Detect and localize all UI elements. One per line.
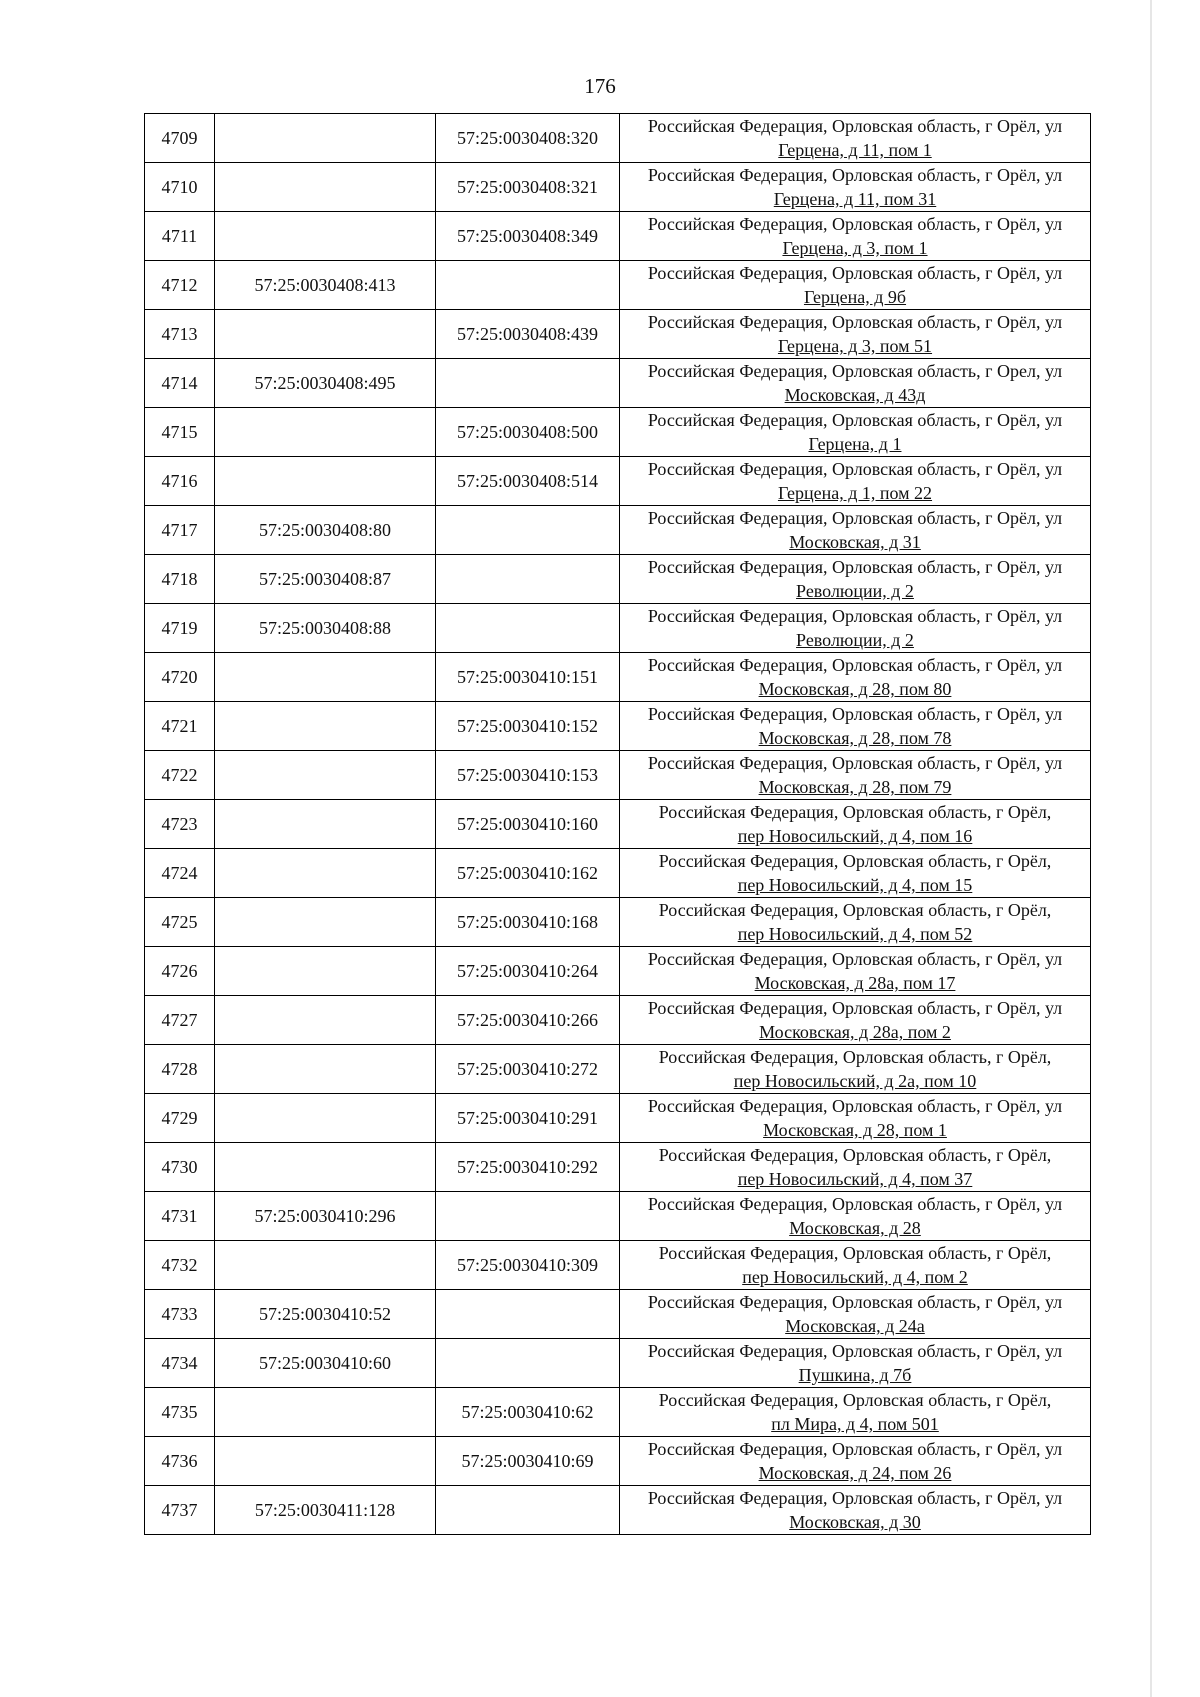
address-line-1: Российская Федерация, Орловская область, г Орёл, ул	[647, 116, 1063, 136]
address-cell	[620, 898, 1091, 947]
row-number-cell: 4718	[145, 555, 215, 604]
address-line-2: пер Новосильский, д 4, пом 37	[737, 1169, 973, 1189]
table-row	[145, 1437, 1091, 1486]
premises-cadastral-number-cell: 57:25:0030410:264	[436, 947, 620, 996]
address-line-2: пер Новосильский, д 4, пом 2	[742, 1267, 968, 1287]
table-row	[145, 1094, 1091, 1143]
address-line-1: Российская Федерация, Орловская область, г Орёл, ул	[647, 557, 1063, 577]
address-line-2: Московская, д 28	[789, 1218, 921, 1238]
address-line-2: Революции, д 2	[796, 630, 914, 650]
premises-cadastral-number-cell: 57:25:0030410:162	[436, 849, 620, 898]
address-cell	[620, 408, 1091, 457]
premises-cadastral-number-cell	[436, 1290, 620, 1339]
cadastral-number-cell: 57:25:0030410:52	[215, 1290, 436, 1339]
table-row	[145, 996, 1091, 1045]
cadastral-number-cell	[215, 1143, 436, 1192]
address-line-2: Герцена, д 3, пом 1	[782, 238, 928, 258]
table-row	[145, 457, 1091, 506]
table-row	[145, 1486, 1091, 1535]
row-number-cell: 4733	[145, 1290, 215, 1339]
address-cell	[620, 1192, 1091, 1241]
address-line-2: Революции, д 2	[796, 581, 914, 601]
cadastral-number-cell	[215, 996, 436, 1045]
premises-cadastral-number-cell: 57:25:0030410:151	[436, 653, 620, 702]
row-number-cell: 4719	[145, 604, 215, 653]
premises-cadastral-number-cell: 57:25:0030410:69	[436, 1437, 620, 1486]
table-row	[145, 1388, 1091, 1437]
address-cell	[620, 996, 1091, 1045]
address-line-1: Российская Федерация, Орловская область, г Орёл, ул	[647, 655, 1063, 675]
row-number-cell: 4710	[145, 163, 215, 212]
premises-cadastral-number-cell	[436, 359, 620, 408]
address-cell	[620, 359, 1091, 408]
table-row	[145, 359, 1091, 408]
cadastral-number-cell	[215, 1241, 436, 1290]
address-cell	[620, 1143, 1091, 1192]
premises-cadastral-number-cell: 57:25:0030408:349	[436, 212, 620, 261]
table-row	[145, 114, 1091, 163]
premises-cadastral-number-cell	[436, 555, 620, 604]
row-number-cell: 4715	[145, 408, 215, 457]
table-row	[145, 1045, 1091, 1094]
page-edge-shadow	[1150, 0, 1152, 1697]
address-line-1: Российская Федерация, Орловская область, г Орёл, ул	[647, 1194, 1063, 1214]
address-line-2: пер Новосильский, д 4, пом 15	[737, 875, 973, 895]
address-line-1: Российская Федерация, Орловская область, г Орёл, ул	[647, 998, 1063, 1018]
table-row	[145, 1339, 1091, 1388]
address-cell	[620, 163, 1091, 212]
address-line-1: Российская Федерация, Орловская область, г Орёл,	[658, 1390, 1052, 1410]
row-number-cell: 4737	[145, 1486, 215, 1535]
row-number-cell: 4729	[145, 1094, 215, 1143]
cadastral-number-cell	[215, 163, 436, 212]
address-cell	[620, 1094, 1091, 1143]
premises-cadastral-number-cell	[436, 506, 620, 555]
address-line-1: Российская Федерация, Орловская область, г Орёл, ул	[647, 753, 1063, 773]
address-line-2: Герцена, д 1, пом 22	[777, 483, 933, 503]
address-line-1: Российская Федерация, Орловская область, г Орёл, ул	[647, 263, 1063, 283]
cadastral-number-cell	[215, 1388, 436, 1437]
address-line-2: Московская, д 28а, пом 17	[754, 973, 956, 993]
address-line-2: Герцена, д 3, пом 51	[777, 336, 933, 356]
address-line-1: Российская Федерация, Орловская область, г Орёл, ул	[647, 1488, 1063, 1508]
cadastral-number-cell	[215, 849, 436, 898]
premises-cadastral-number-cell: 57:25:0030410:160	[436, 800, 620, 849]
row-number-cell: 4711	[145, 212, 215, 261]
row-number-cell: 4736	[145, 1437, 215, 1486]
premises-cadastral-number-cell: 57:25:0030410:266	[436, 996, 620, 1045]
address-line-1: Российская Федерация, Орловская область, г Орёл, ул	[647, 606, 1063, 626]
address-line-1: Российская Федерация, Орловская область, г Орёл, ул	[647, 949, 1063, 969]
address-cell	[620, 849, 1091, 898]
row-number-cell: 4712	[145, 261, 215, 310]
premises-cadastral-number-cell: 57:25:0030408:439	[436, 310, 620, 359]
row-number-cell: 4725	[145, 898, 215, 947]
address-cell	[620, 212, 1091, 261]
address-line-1: Российская Федерация, Орловская область, г Орёл, ул	[647, 459, 1063, 479]
cadastral-number-cell	[215, 1437, 436, 1486]
cadastral-number-cell	[215, 702, 436, 751]
address-line-2: Пушкина, д 7б	[798, 1365, 912, 1385]
premises-cadastral-number-cell	[436, 1192, 620, 1241]
address-cell	[620, 261, 1091, 310]
row-number-cell: 4735	[145, 1388, 215, 1437]
address-line-2: пер Новосильский, д 2а, пом 10	[733, 1071, 977, 1091]
premises-cadastral-number-cell: 57:25:0030410:168	[436, 898, 620, 947]
table-row	[145, 261, 1091, 310]
address-line-2: Московская, д 43д	[784, 385, 926, 405]
premises-cadastral-number-cell	[436, 1339, 620, 1388]
address-cell	[620, 751, 1091, 800]
address-line-2: Герцена, д 9б	[803, 287, 907, 307]
premises-cadastral-number-cell: 57:25:0030408:321	[436, 163, 620, 212]
address-line-2: Московская, д 28, пом 79	[758, 777, 952, 797]
table-row	[145, 702, 1091, 751]
address-line-2: Московская, д 31	[789, 532, 921, 552]
address-line-2: Московская, д 28а, пом 2	[759, 1022, 951, 1042]
table-row	[145, 163, 1091, 212]
row-number-cell: 4713	[145, 310, 215, 359]
premises-cadastral-number-cell: 57:25:0030410:291	[436, 1094, 620, 1143]
address-cell	[620, 457, 1091, 506]
table-row	[145, 408, 1091, 457]
row-number-cell: 4726	[145, 947, 215, 996]
row-number-cell: 4720	[145, 653, 215, 702]
address-line-2: Московская, д 30	[789, 1512, 921, 1532]
cadastral-number-cell	[215, 114, 436, 163]
address-cell	[620, 1290, 1091, 1339]
cadastral-number-cell: 57:25:0030408:88	[215, 604, 436, 653]
address-cell	[620, 1045, 1091, 1094]
address-line-2: Герцена, д 1	[808, 434, 902, 454]
row-number-cell: 4724	[145, 849, 215, 898]
cadastral-number-cell	[215, 212, 436, 261]
address-line-1: Российская Федерация, Орловская область, г Орёл,	[658, 1243, 1052, 1263]
row-number-cell: 4714	[145, 359, 215, 408]
address-line-1: Российская Федерация, Орловская область, г Орёл,	[658, 802, 1052, 822]
row-number-cell: 4727	[145, 996, 215, 1045]
row-number-cell: 4717	[145, 506, 215, 555]
table-row	[145, 751, 1091, 800]
address-line-1: Российская Федерация, Орловская область, г Орёл, ул	[647, 165, 1063, 185]
table-row	[145, 212, 1091, 261]
premises-cadastral-number-cell	[436, 1486, 620, 1535]
address-line-1: Российская Федерация, Орловская область, г Орёл,	[658, 900, 1052, 920]
cadastral-number-cell	[215, 1045, 436, 1094]
row-number-cell: 4731	[145, 1192, 215, 1241]
cadastral-number-cell: 57:25:0030410:60	[215, 1339, 436, 1388]
table-row	[145, 506, 1091, 555]
table-row	[145, 1241, 1091, 1290]
address-line-1: Российская Федерация, Орловская область, г Орёл, ул	[647, 410, 1063, 430]
address-line-1: Российская Федерация, Орловская область, г Орёл, ул	[647, 1439, 1063, 1459]
address-line-2: пер Новосильский, д 4, пом 52	[737, 924, 973, 944]
address-cell	[620, 947, 1091, 996]
address-line-2: Московская, д 24, пом 26	[758, 1463, 952, 1483]
address-line-2: Герцена, д 11, пом 31	[773, 189, 937, 209]
cadastral-number-cell	[215, 898, 436, 947]
cadastral-number-cell: 57:25:0030408:80	[215, 506, 436, 555]
address-line-1: Российская Федерация, Орловская область, г Орёл, ул	[647, 1292, 1063, 1312]
row-number-cell: 4709	[145, 114, 215, 163]
registry-table-body	[145, 114, 1091, 1535]
table-row	[145, 555, 1091, 604]
address-cell	[620, 1437, 1091, 1486]
cadastral-number-cell	[215, 457, 436, 506]
cadastral-number-cell	[215, 751, 436, 800]
address-line-2: Московская, д 28, пом 80	[758, 679, 952, 699]
table-row	[145, 1290, 1091, 1339]
premises-cadastral-number-cell: 57:25:0030410:292	[436, 1143, 620, 1192]
row-number-cell: 4721	[145, 702, 215, 751]
address-line-2: пл Мира, д 4, пом 501	[771, 1414, 939, 1434]
address-cell	[620, 1388, 1091, 1437]
row-number-cell: 4728	[145, 1045, 215, 1094]
table-row	[145, 849, 1091, 898]
address-cell	[620, 1339, 1091, 1388]
row-number-cell: 4732	[145, 1241, 215, 1290]
address-line-1: Российская Федерация, Орловская область, г Орёл,	[658, 851, 1052, 871]
cadastral-number-cell	[215, 310, 436, 359]
row-number-cell: 4716	[145, 457, 215, 506]
address-cell	[620, 310, 1091, 359]
address-cell	[620, 1486, 1091, 1535]
premises-cadastral-number-cell: 57:25:0030408:500	[436, 408, 620, 457]
address-line-1: Российская Федерация, Орловская область, г Орел, ул	[647, 361, 1063, 381]
table-row	[145, 1192, 1091, 1241]
address-line-1: Российская Федерация, Орловская область, г Орёл,	[658, 1047, 1052, 1067]
premises-cadastral-number-cell	[436, 604, 620, 653]
address-line-2: Московская, д 28, пом 78	[758, 728, 952, 748]
cadastral-number-cell: 57:25:0030408:495	[215, 359, 436, 408]
address-line-2: пер Новосильский, д 4, пом 16	[737, 826, 973, 846]
cadastral-number-cell: 57:25:0030408:413	[215, 261, 436, 310]
address-cell	[620, 555, 1091, 604]
row-number-cell: 4730	[145, 1143, 215, 1192]
premises-cadastral-number-cell: 57:25:0030410:309	[436, 1241, 620, 1290]
address-cell	[620, 800, 1091, 849]
address-line-1: Российская Федерация, Орловская область, г Орёл, ул	[647, 214, 1063, 234]
premises-cadastral-number-cell: 57:25:0030410:152	[436, 702, 620, 751]
premises-cadastral-number-cell: 57:25:0030410:153	[436, 751, 620, 800]
address-line-1: Российская Федерация, Орловская область, г Орёл, ул	[647, 704, 1063, 724]
address-line-1: Российская Федерация, Орловская область, г Орёл, ул	[647, 312, 1063, 332]
row-number-cell: 4722	[145, 751, 215, 800]
cadastral-number-cell: 57:25:0030410:296	[215, 1192, 436, 1241]
address-cell	[620, 653, 1091, 702]
cadastral-number-cell	[215, 1094, 436, 1143]
address-cell	[620, 114, 1091, 163]
premises-cadastral-number-cell: 57:25:0030408:320	[436, 114, 620, 163]
cadastral-number-cell	[215, 408, 436, 457]
premises-cadastral-number-cell	[436, 261, 620, 310]
cadastral-number-cell: 57:25:0030408:87	[215, 555, 436, 604]
table-row	[145, 800, 1091, 849]
address-line-1: Российская Федерация, Орловская область, г Орёл, ул	[647, 1341, 1063, 1361]
address-cell	[620, 702, 1091, 751]
premises-cadastral-number-cell: 57:25:0030408:514	[436, 457, 620, 506]
address-line-1: Российская Федерация, Орловская область, г Орёл, ул	[647, 508, 1063, 528]
cadastral-number-cell	[215, 947, 436, 996]
table-row	[145, 898, 1091, 947]
address-line-2: Московская, д 28, пом 1	[763, 1120, 947, 1140]
table-row	[145, 604, 1091, 653]
table-row	[145, 947, 1091, 996]
table-row	[145, 310, 1091, 359]
page-number: 176	[584, 74, 616, 98]
row-number-cell: 4723	[145, 800, 215, 849]
cadastral-number-cell	[215, 800, 436, 849]
address-line-1: Российская Федерация, Орловская область, г Орёл,	[658, 1145, 1052, 1165]
row-number-cell: 4734	[145, 1339, 215, 1388]
address-line-1: Российская Федерация, Орловская область, г Орёл, ул	[647, 1096, 1063, 1116]
address-cell	[620, 1241, 1091, 1290]
address-cell	[620, 506, 1091, 555]
premises-cadastral-number-cell: 57:25:0030410:272	[436, 1045, 620, 1094]
table-row	[145, 1143, 1091, 1192]
cadastral-number-cell: 57:25:0030411:128	[215, 1486, 436, 1535]
address-line-2: Герцена, д 11, пом 1	[778, 140, 932, 160]
address-cell	[620, 604, 1091, 653]
registry-table	[144, 113, 1091, 1535]
table-row	[145, 653, 1091, 702]
premises-cadastral-number-cell: 57:25:0030410:62	[436, 1388, 620, 1437]
address-line-2: Московская, д 24а	[785, 1316, 925, 1336]
cadastral-number-cell	[215, 653, 436, 702]
